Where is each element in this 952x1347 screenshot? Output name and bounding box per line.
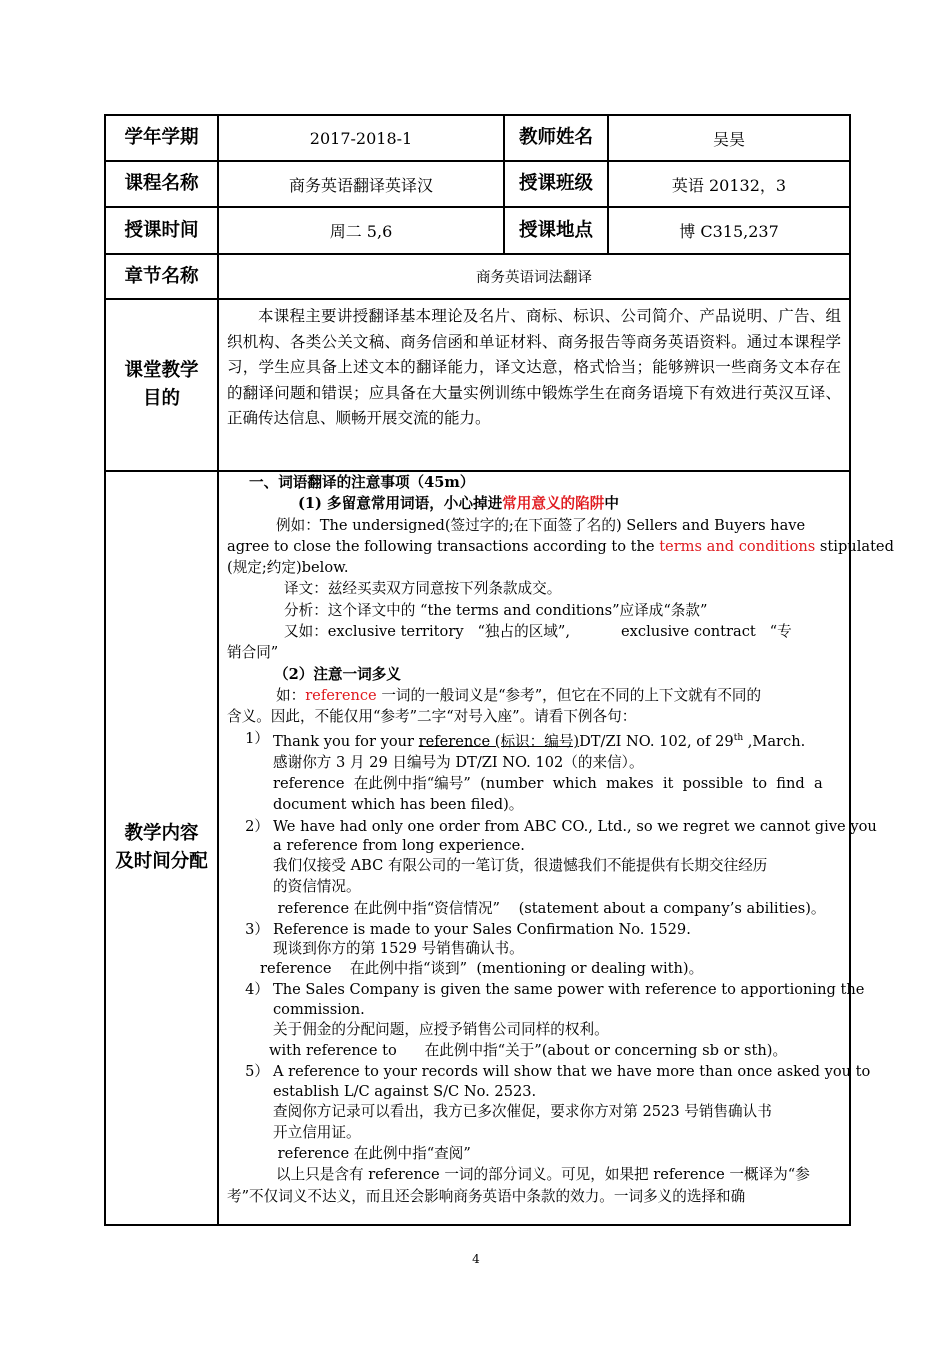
item1-underlined: reference (标识：编号)	[418, 732, 580, 750]
item-english: Reference is made to your Sales Confirmation No. 1529.	[273, 920, 691, 938]
ex1-l2-a: agree to close the following transactions according to the	[227, 537, 660, 555]
value-chapter: 商务英语词法翻译	[218, 254, 850, 299]
label-teacher: 教师姓名	[504, 115, 608, 161]
subheading-common-words	[227, 493, 842, 514]
item1-sup: th	[733, 732, 744, 743]
content-cell	[218, 471, 894, 1225]
translation1: 译文：兹经买卖双方同意按下列条款成交。	[284, 580, 562, 598]
label-purpose-line1: 课堂教学	[124, 360, 199, 381]
ex2-suffix: 一词的一般词义是“参考”，但它在不同的上下文就有不同的	[376, 686, 762, 704]
item1-text-a: Thank you for your	[273, 732, 419, 750]
item-number: 2）	[245, 817, 269, 835]
item-english	[273, 728, 842, 752]
item-note: reference 在此例中指“谈到” (mentioning or dealing with)。	[260, 960, 704, 978]
item-note: with reference to 在此例中指“关于”(about or concerning sb or sth)。	[269, 1041, 788, 1059]
item-number: 5）	[245, 1063, 269, 1081]
row-term	[105, 115, 850, 161]
ex1-l2-highlight: terms and conditions	[659, 537, 816, 555]
item-chinese: 关于佣金的分配问题，应授予销售公司同样的权利。	[273, 1020, 609, 1038]
list-item	[227, 979, 865, 1000]
item-note: reference 在此例中指“资信情况” (statement about a company’s abilities)。	[273, 899, 826, 917]
label-term: 学年学期	[105, 115, 218, 161]
label-class: 授课班级	[504, 161, 608, 207]
ex2-highlight: reference	[305, 686, 377, 704]
value-place: 博 C315,237	[608, 207, 850, 254]
sub1-prefix: (1) 多留意常用词语，小心掉进	[298, 495, 503, 513]
row-time	[105, 207, 850, 254]
also1-line1: 又如：exclusive territory “独占的区域”, exclusive contract “专	[284, 623, 792, 641]
row-chapter	[105, 254, 850, 299]
item-english: The Sales Company is given the same power with reference to apportioning the	[273, 981, 865, 999]
item-chinese: 我们仅接受 ABC 有限公司的一笔订货，很遗憾我们不能提供有长期交往经历	[273, 856, 768, 874]
item-chinese-cont: 开立信用证。	[273, 1123, 361, 1141]
purpose-text: 本课程主要讲授翻译基本理论及名片、商标、标识、公司简介、产品说明、广告、组织机构、各类公关文稿、商务信函和单证材料、商务报告等商务英语资料。通过本课程学习，学生应具备上述文本的翻译能力，译文达意，格式恰当；能够辨识一些商务文本存在的翻译问题和错误；应具备在大量实例训练中锻炼学生在商务语境下有效进行英汉互译、正确传达信息、顺畅开展交流的能力。	[227, 307, 841, 427]
label-chapter: 章节名称	[105, 254, 218, 299]
item-number: 1）	[245, 729, 269, 747]
item-chinese: 查阅你方记录可以看出，我方已多次催促，要求你方对第 2523 号销售确认书	[273, 1102, 772, 1120]
item-english-cont: commission.	[273, 1000, 365, 1018]
lesson-plan-table	[104, 114, 894, 1226]
value-teacher: 吴昊	[608, 115, 850, 161]
also1-line2: 销合同”	[227, 644, 279, 662]
label-purpose	[105, 299, 218, 471]
label-purpose-line2: 目的	[142, 388, 180, 409]
row-purpose	[105, 299, 850, 471]
item-note: reference 在此例中指“查阅”	[273, 1145, 471, 1163]
label-content	[105, 471, 218, 1225]
purpose-text-cell	[218, 299, 850, 471]
sub1-highlight: 常用意义的陷阱	[502, 495, 605, 513]
row-content	[105, 471, 850, 1225]
summary-line1: 以上只是含有 reference 一词的部分词义。可见，如果把 reference 一概译为“参	[276, 1166, 810, 1184]
item-chinese: 感谢你方 3 月 29 日编号为 DT/ZI NO. 102（的来信）。	[273, 753, 644, 771]
item-english: We have had only one order from ABC CO., Ltd., so we regret we cannot give you	[273, 817, 877, 835]
example1-line1: 例如：The undersigned(签过字的;在下面签了名的) Sellers and Buyers have	[276, 516, 806, 534]
value-class: 英语 20132，3	[608, 161, 850, 207]
item-chinese-cont: 的资信情况。	[273, 878, 361, 896]
label-content-line1: 教学内容	[124, 823, 199, 844]
item1-text-c: ,March.	[743, 732, 806, 750]
heading-word-translation: 一、词语翻译的注意事项（45m）	[249, 474, 475, 491]
label-content-line2: 及时间分配	[115, 851, 208, 872]
sub1-suffix: 中	[604, 495, 619, 513]
item-note-cont: document which has been filed)。	[273, 796, 524, 814]
row-course	[105, 161, 850, 207]
item-english-cont: a reference from long experience.	[273, 836, 525, 854]
page-number: 4	[472, 1252, 480, 1266]
list-item	[227, 919, 842, 940]
list-item	[227, 728, 842, 752]
value-course: 商务英语翻译英译汉	[218, 161, 504, 207]
example1-line3: (规定;约定)below.	[227, 559, 349, 577]
example1-line2	[227, 536, 894, 557]
label-place: 授课地点	[504, 207, 608, 254]
ex1-l2-b: stipulated	[815, 537, 894, 555]
label-course: 课程名称	[105, 161, 218, 207]
subheading-polysemy: （2）注意一词多义	[274, 665, 401, 683]
value-term: 2017-2018-1	[218, 115, 504, 161]
item-chinese: 现谈到你方的第 1529 号销售确认书。	[273, 940, 524, 958]
item-note: reference 在此例中指“编号” (number which makes it possible to find a	[273, 775, 823, 793]
example2-line2: 含义。因此，不能仅用“参考”二字“对号入座”。请看下例各句：	[227, 708, 637, 726]
item-english-cont: establish L/C against S/C No. 2523.	[273, 1082, 537, 1100]
item-english: A reference to your records will show that we have more than once asked you to	[273, 1063, 871, 1081]
item-number: 3）	[245, 920, 269, 938]
list-item	[227, 816, 877, 837]
ex2-prefix: 如：	[276, 686, 306, 704]
item-number: 4）	[245, 981, 269, 999]
item1-text-b: DT/ZI NO. 102, of 29	[579, 732, 734, 750]
summary-line2: 考”不仅词义不达义，而且还会影响商务英语中条款的效力。一词多义的选择和确	[227, 1187, 746, 1205]
analysis1: 分析：这个译文中的 “the terms and conditions”应译成“条款”	[284, 601, 708, 619]
label-time: 授课时间	[105, 207, 218, 254]
value-time: 周二 5,6	[218, 207, 504, 254]
list-item	[227, 1061, 871, 1082]
example2-line1	[227, 685, 842, 706]
